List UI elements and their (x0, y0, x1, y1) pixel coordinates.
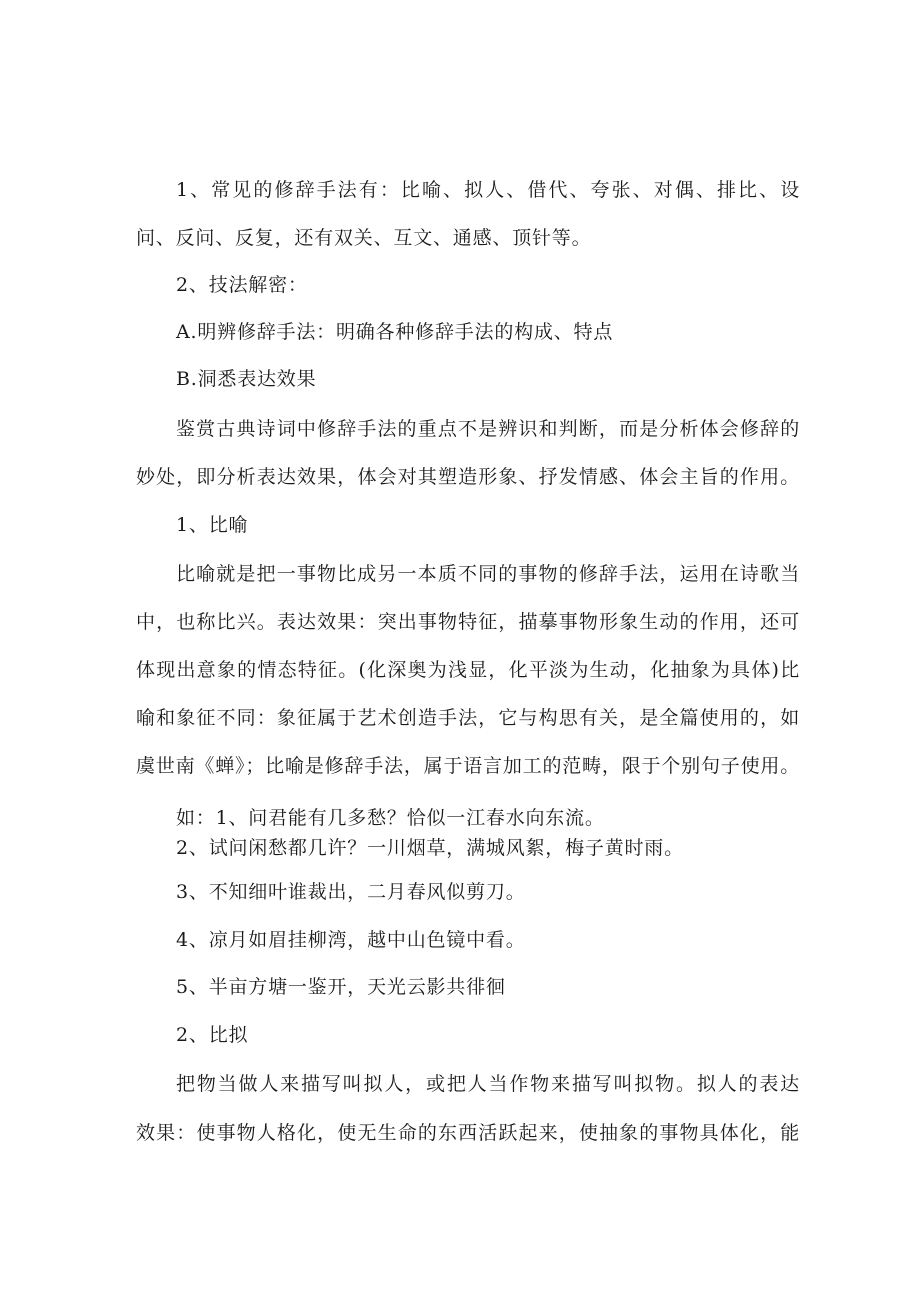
paragraph-personification-line-2: 效果：使事物人格化，使无生命的东西活跃起来，使抽象的事物具体化，能 (136, 1122, 800, 1144)
example-3: 3、不知细叶谁裁出，二月春风似剪刀。 (176, 881, 526, 903)
example-2: 2、试问闲愁都几许？一川烟草，满城风絮，梅子黄时雨。 (176, 837, 684, 859)
paragraph-rhetoric-list-line-2: 问、反问、反复，还有双关、互文、通感、顶针等。 (136, 227, 592, 249)
paragraph-metaphor-line-1: 比喻就是把一事物比成另一本质不同的事物的修辞手法，运用在诗歌当 (176, 563, 800, 585)
paragraph-metaphor-line-5: 虞世南《蝉》；比喻是修辞手法，属于语言加工的范畴，限于个别句子使用。 (136, 755, 800, 777)
paragraph-metaphor-line-2: 中，也称比兴。表达效果：突出事物特征，描摹事物形象生动的作用，还可 (136, 611, 800, 633)
example-5: 5、半亩方塘一鉴开，天光云影共徘徊 (176, 976, 506, 998)
technique-heading: 2、技法解密： (176, 274, 308, 296)
paragraph-appreciation-line-2: 妙处，即分析表达效果，体会对其塑造形象、抒发情感、体会主旨的作用。 (136, 466, 800, 488)
point-a: A.明辨修辞手法：明确各种修辞手法的构成、特点 (176, 321, 614, 343)
paragraph-metaphor-line-4: 喻和象征不同：象征属于艺术创造手法，它与构思有关，是全篇使用的，如 (136, 707, 800, 729)
example-1: 如：1、问君能有几多愁？恰似一江春水向东流。 (176, 807, 605, 829)
paragraph-personification-line-1: 把物当做人来描写叫拟人，或把人当作物来描写叫拟物。拟人的表达 (176, 1073, 800, 1095)
section-heading-metaphor: 1、比喻 (176, 514, 249, 536)
section-heading-personification: 2、比拟 (176, 1024, 249, 1046)
paragraph-rhetoric-list-line-1: 1、常见的修辞手法有：比喻、拟人、借代、夸张、对偶、排比、设 (176, 179, 800, 201)
point-b: B.洞悉表达效果 (176, 368, 317, 390)
example-4: 4、凉月如眉挂柳湾，越中山色镜中看。 (176, 929, 526, 951)
paragraph-metaphor-line-3: 体现出意象的情态特征。(化深奥为浅显，化平淡为生动，化抽象为具体)比 (136, 659, 800, 681)
paragraph-appreciation-line-1: 鉴赏古典诗词中修辞手法的重点不是辨识和判断，而是分析体会修辞的 (176, 418, 800, 440)
